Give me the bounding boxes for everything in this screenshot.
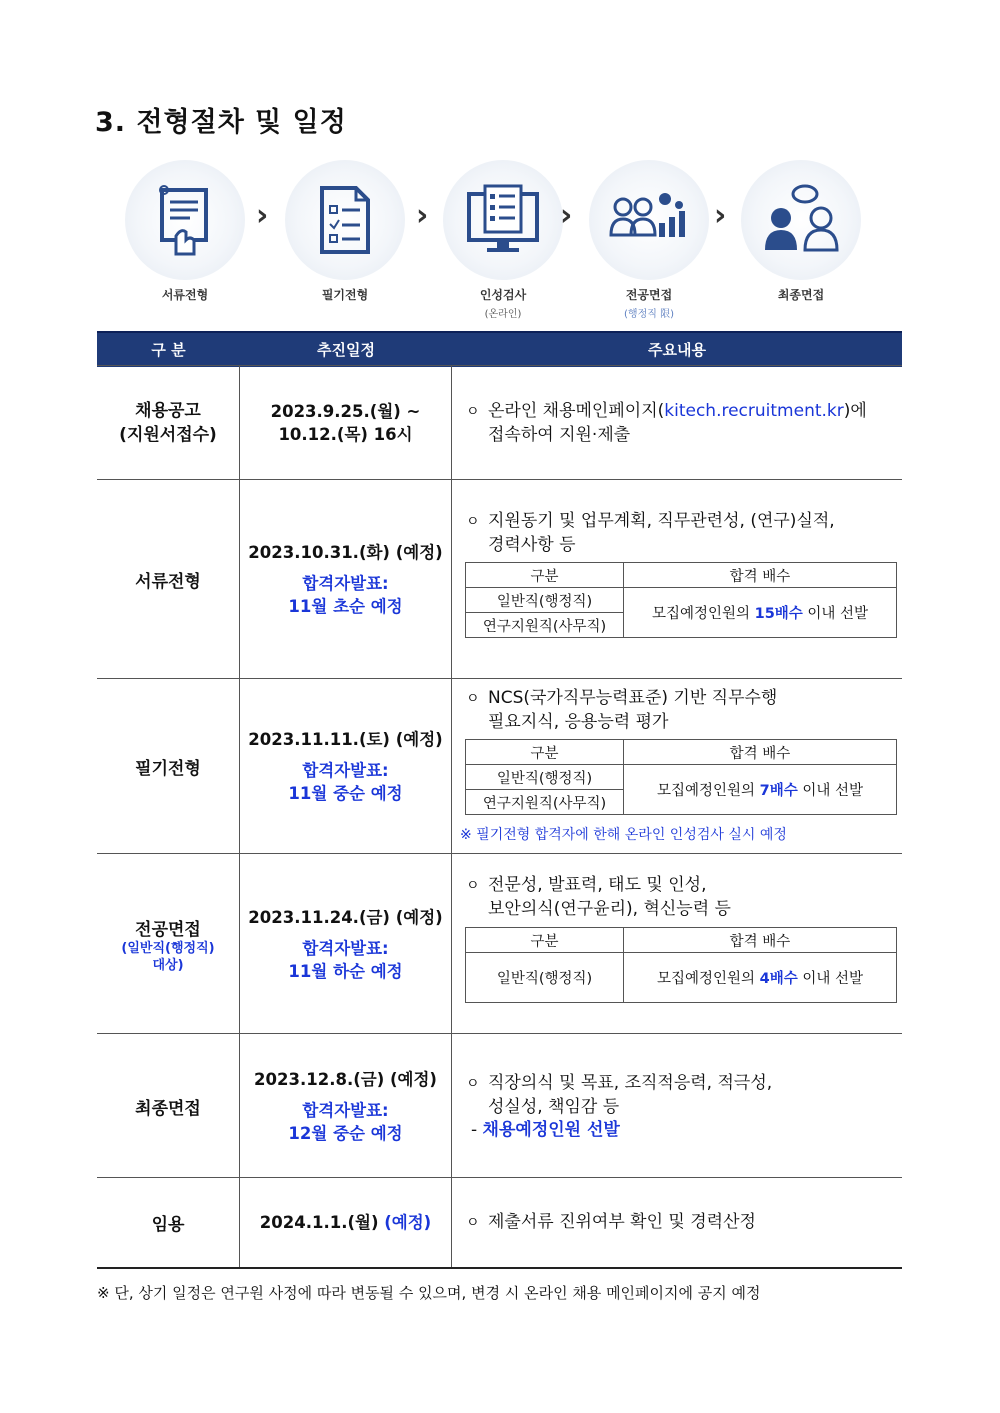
bullet-icon: ㅇ (466, 691, 480, 707)
row-name: 채용공고 (135, 401, 201, 421)
chevron-right-icon: › (416, 198, 429, 233)
row-name: 필기전형 (135, 759, 201, 779)
row-name-sub: 대상) (152, 957, 184, 973)
announce-date: 12월 중순 예정 (288, 1123, 403, 1143)
announce-date: 11월 중순 예정 (288, 784, 403, 803)
row-date: 2023.11.11.(토) (예정) (248, 730, 443, 749)
multiplier-table: 구분 합격 배수 일반직(행정직) 모집예정인원의 4배수 이내 선발 (465, 927, 897, 1003)
process-flow (120, 160, 880, 320)
row-name-sub: (일반직(행정직) (121, 940, 215, 956)
table-header (97, 331, 902, 367)
header-schedule: 추진일정 (317, 341, 375, 359)
row-date: 2023.12.8.(금) (예정) (254, 1069, 437, 1089)
row-content: ㅇ 지원동기 및 업무계획, 직무관련성, (연구)실적, 경력사항 등 (466, 511, 835, 555)
written-test-note: ※ 필기전형 합격자에 한해 온라인 인성검사 실시 예정 (460, 827, 787, 843)
checklist-icon (310, 180, 380, 260)
row-content: ㅇ NCS(국가직무능력표준) 기반 직무수행 필요지식, 응용능력 평가 (466, 688, 778, 732)
flow-step-label: 최종면접 (777, 288, 825, 302)
multiplier-table: 구분 합격 배수 일반직(행정직) 모집예정인원의 7배수 이내 선발 연구지원직(사무직) (465, 739, 897, 815)
table-row (97, 1177, 902, 1269)
schedule-table (97, 331, 902, 1235)
row-date-end: 10.12.(목) 16시 (278, 425, 413, 444)
row-date: 2024.1.1.(월) (예정) (259, 1213, 432, 1232)
interview-icon (759, 180, 843, 260)
bullet-icon: ㅇ (466, 404, 480, 420)
row-date: 2023.11.24.(금) (예정) (248, 907, 443, 927)
chevron-right-icon: › (256, 198, 269, 233)
chevron-right-icon: › (714, 198, 727, 233)
multiplier-table: 구분 합격 배수 일반직(행정직) 모집예정인원의 15배수 이내 선발 연구지원직(사무직) (465, 562, 897, 638)
table-row (97, 678, 902, 854)
monitor-checklist-icon (463, 180, 543, 260)
row-name: 전공면접 (135, 919, 201, 940)
flow-step-label: 서류전형 (161, 288, 209, 302)
table-row (97, 1033, 902, 1178)
chevron-right-icon: › (560, 198, 573, 233)
flow-step-document (120, 160, 250, 303)
flow-step-sub: (행정직 限) (624, 309, 674, 320)
row-content: ㅇ 온라인 채용메인페이지(kitech.recruitment.kr)에 접속하여 지원·제출 (466, 401, 867, 445)
flow-step-label: 필기전형 (321, 288, 369, 302)
flow-step-label: 인성검사 (479, 288, 527, 302)
flow-step-major-interview (584, 160, 714, 320)
row-content: ㅇ 제출서류 진위여부 확인 및 경력산정 (466, 1211, 756, 1235)
footer-note: ※ 단, 상기 일정은 연구원 사정에 따라 변동될 수 있으며, 변경 시 온라인 채용 메인페이지에 공지 예정 (97, 1284, 761, 1302)
final-selection: 채용예정인원 선발 (482, 1120, 620, 1140)
announce-label: 합격자발표: (302, 938, 389, 958)
bullet-icon: ㅇ (466, 878, 480, 894)
header-category: 구 분 (151, 341, 186, 359)
document-hand-icon (150, 180, 220, 260)
flow-step-final-interview (736, 160, 866, 303)
row-content: ㅇ 직장의식 및 목표, 조직적응력, 적극성, 성실성, 책임감 등 - 채용예정인원 선발 (466, 1073, 773, 1140)
group-chart-icon (607, 185, 691, 255)
row-content: ㅇ 전문성, 발표력, 태도 및 인성, 보안의식(연구윤리), 혁신능력 등 (466, 875, 731, 919)
announce-label: 합격자발표: (302, 761, 389, 780)
announce-label: 합격자발표: (302, 1100, 389, 1120)
row-name: 최종면접 (135, 1098, 201, 1119)
row-name: 임용 (151, 1215, 185, 1235)
row-name-sub: (지원서접수) (119, 425, 217, 445)
row-date: 2023.10.31.(화) (예정) (248, 543, 443, 562)
bullet-icon: ㅇ (466, 1215, 480, 1231)
table-row (97, 365, 902, 480)
row-date: 2023.9.25.(월) ~ (270, 402, 421, 421)
announce-date: 11월 초순 예정 (288, 597, 403, 616)
bullet-icon: ㅇ (466, 1076, 480, 1092)
table-row (97, 479, 902, 679)
recruit-link[interactable]: kitech.recruitment.kr (664, 401, 844, 421)
announce-date: 11월 하순 예정 (288, 961, 403, 981)
flow-step-sub: (온라인) (484, 309, 522, 320)
bullet-icon: ㅇ (466, 514, 480, 530)
flow-step-written (280, 160, 410, 303)
row-name: 서류전형 (135, 572, 201, 592)
announce-label: 합격자발표: (302, 574, 389, 593)
flow-step-label: 전공면접 (625, 288, 673, 302)
page-title: 3. 전형절차 및 일정 (95, 107, 347, 138)
header-content: 주요내용 (648, 341, 706, 359)
flow-step-personality (438, 160, 568, 320)
table-row (97, 853, 902, 1034)
